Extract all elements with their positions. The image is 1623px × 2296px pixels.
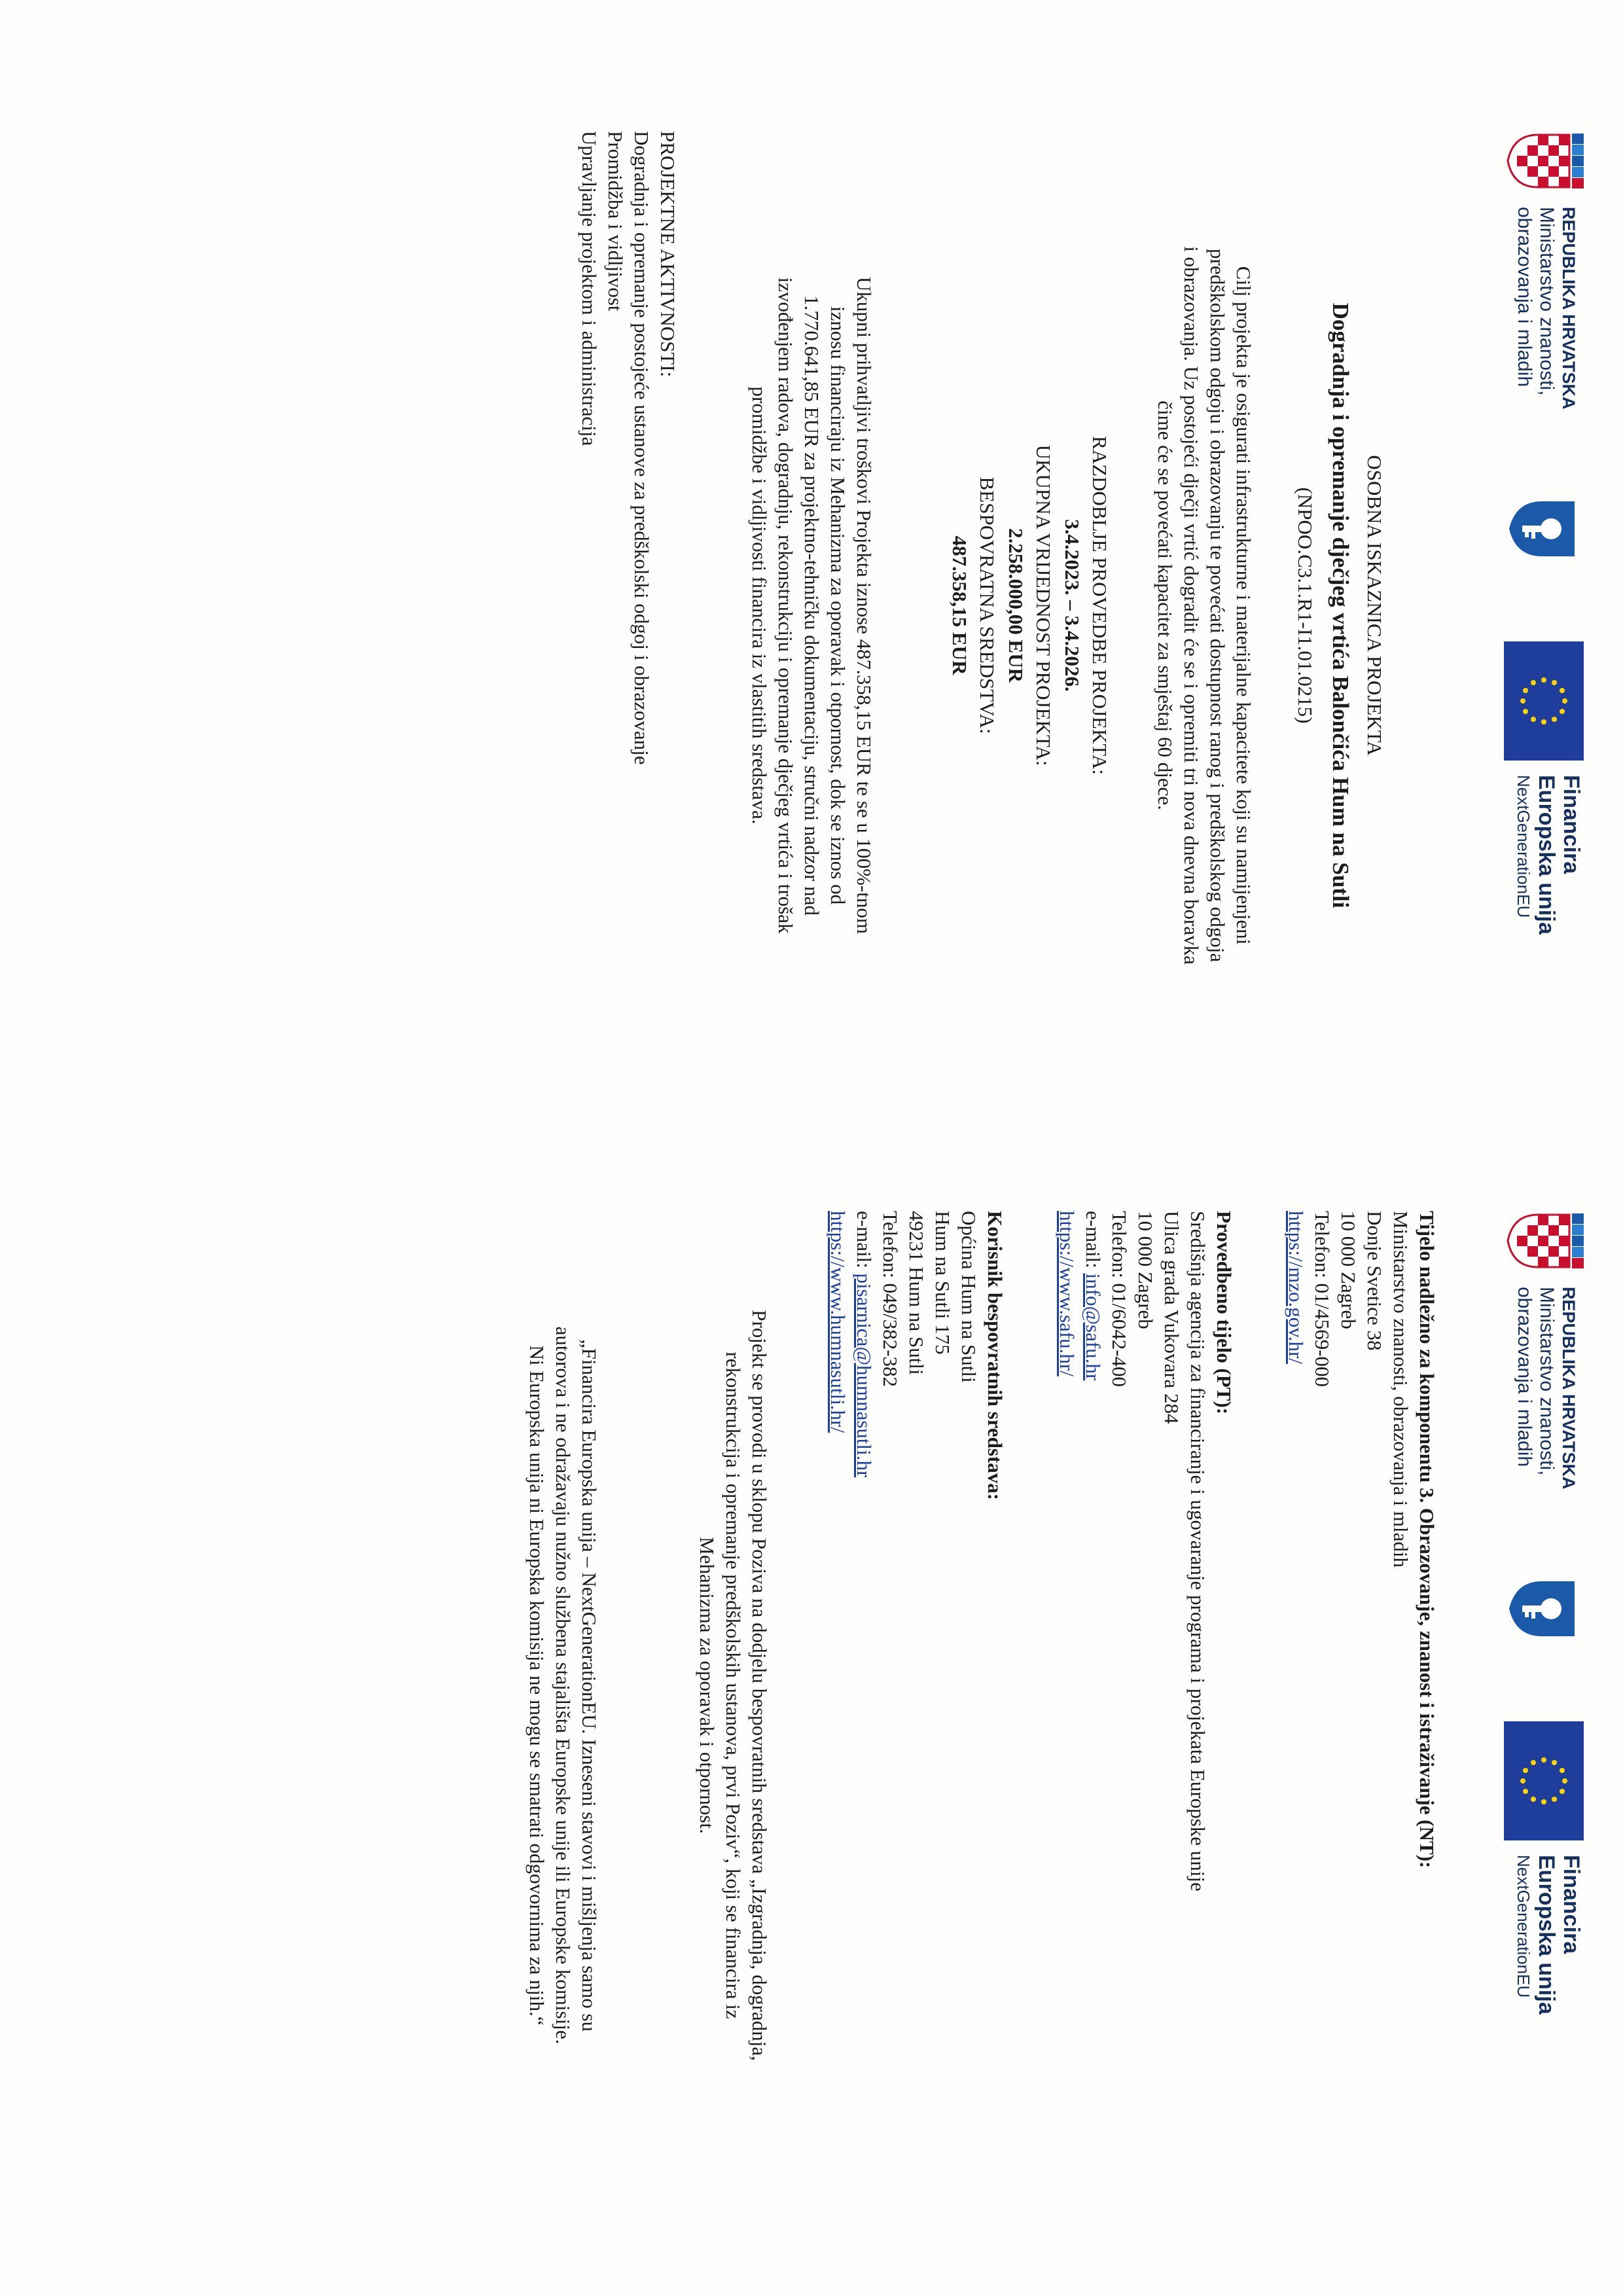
eu-flag-icon [1504, 641, 1584, 761]
eu-funding-label [1513, 775, 1584, 935]
croatian-coat-of-arms-icon [1507, 1211, 1584, 1271]
beneficiary-label: Korisnik bespovratnih sredstava: [984, 1211, 1007, 1501]
card-heading: OSOBNA ISKAZNICA PROJEKTA [1363, 455, 1386, 756]
costs-line: 1.770.641,85 EUR za projektno-tehničku dokumentaciju, stručni nadzor nad [800, 295, 823, 916]
ministry-line-1: REPUBLIKA HRVATSKA [1559, 1287, 1578, 1490]
total-label: UKUPNA VRIJEDNOST PROJEKTA: [1032, 444, 1055, 766]
beneficiary-email-link[interactable]: pisarnica@humnasutli.hr [853, 1273, 876, 1478]
pt-section [1054, 1211, 1237, 2160]
costs-line: izvođenjem radova, dogradnju, rekonstrukciju i opremanje dječjeg vrtića i trošak [774, 277, 797, 934]
eu-funding-label [1513, 1855, 1584, 2015]
goal-line: i obrazovanja. Uz postojeći dječji vrtić dogradit će se i opremiti tri nova dnevna boravka [1180, 246, 1203, 965]
goal-line: predškolskom odgoju i obrazovanju te povećati dostupnost ranog i predškolskog odgoja [1206, 249, 1229, 962]
project-id-panel [262, 131, 1623, 1080]
pt-line: Ulica grada Vukovara 284 [1160, 1211, 1183, 1424]
pt-email-prefix: e-mail: [1082, 1211, 1105, 1274]
beneficiary-section [825, 1211, 1008, 2160]
activities-label: PROJEKTNE AKTIVNOSTI: [656, 131, 679, 378]
eu-line-3: NextGenerationEU [1514, 775, 1533, 918]
beneficiary-line: 49231 Hum na Sutli [905, 1211, 928, 1375]
logo-row [1466, 131, 1584, 1080]
pt-line: Telefon: 01/6042-400 [1108, 1211, 1131, 1388]
costs-line: promidžbe i vidljivosti financira iz vlastitih sredstava. [748, 386, 771, 825]
grant-label: BESPOVRATNA SREDSTVA: [976, 476, 999, 734]
costs-line: Ukupni prihvatljivi troškovi Projekta iznose 487.358,15 EUR te se u 100%-tnom [853, 277, 876, 934]
period-label: RAZDOBLJE PROVEDBE PROJEKTA: [1088, 436, 1111, 775]
eu-flag-icon [1504, 1721, 1584, 1840]
leaflet-sheet [262, 131, 1623, 2160]
ministry-name [1513, 207, 1580, 410]
project-activities [576, 131, 681, 1080]
call-line: Projekt se provodi u sklopu Poziva na dodjelu bespovratnih sredstava „Izgradnja, dogradnja, [748, 1310, 771, 2061]
beneficiary-line: Općina Hum na Sutli [957, 1211, 980, 1383]
beneficiary-email-prefix: e-mail: [853, 1211, 876, 1274]
croatian-coat-of-arms-icon [1507, 131, 1584, 191]
call-line: rekonstrukcija i opremanje predškolskih ustanova, prvi Poziv“, koji se financira iz [722, 1352, 745, 2019]
nt-line: Donje Svetice 38 [1363, 1211, 1386, 1351]
disclaimer-line: „Financira Europska unija – NextGenerationEU. Izneseni stavovi i mišljenja samo su [578, 1338, 601, 2032]
nt-line: Telefon: 01/4569-000 [1311, 1211, 1334, 1388]
goal-line: Cilj projekta je osigurati infrastrukturne i materijalne kapacitete koji su namijenjeni [1232, 266, 1255, 945]
nt-line: 10 000 Zagreb [1337, 1211, 1360, 1329]
project-code: (NPOO.C3.1.R1-I1.01.0215) [1294, 487, 1317, 724]
project-title: Dogradnja i opremanje dječjeg vrtića Balončića Hum na Sutli [1328, 302, 1353, 908]
eu-line-1: Financira [1559, 1855, 1584, 1954]
ministry-name [1513, 1287, 1580, 1490]
call-line: Mehanizma za oporavak i otpornost. [696, 1537, 719, 1834]
pt-line: 10 000 Zagreb [1134, 1211, 1157, 1329]
ministry-line-1: REPUBLIKA HRVATSKA [1559, 207, 1578, 410]
pt-email-link[interactable]: info@safu.hr [1082, 1273, 1105, 1381]
call-text [694, 1211, 772, 2160]
contacts-panel [262, 1211, 1623, 2160]
eu-line-2: Europska unija [1534, 775, 1559, 935]
nt-label: Tijelo nadležno za komponentu 3. Obrazovanje, znanost i istraživanje (NT): [1416, 1211, 1438, 1869]
project-goal [1152, 131, 1257, 1080]
grant-value: 487.358,15 EUR [948, 535, 971, 675]
disclaimer-line: autorova i ne odražavaju nužno službena stajališta Europske unije ili Europske komisije. [552, 1326, 575, 2045]
pt-label: Provedbeno tijelo (PT): [1213, 1211, 1236, 1415]
ministry-line-3: obrazovanja i mladih [1514, 207, 1535, 387]
disclaimer-line: Ni Europska unija ni Europska komisija ne mogu se smatrati odgovornima za njih.“ [526, 1345, 548, 2026]
eu-line-3: NextGenerationEU [1514, 1855, 1533, 1998]
ministry-line-2: Ministarstvo znanosti, [1536, 1287, 1558, 1476]
eu-line-1: Financira [1559, 775, 1584, 874]
pt-website-link[interactable]: https://www.safu.hr/ [1056, 1211, 1079, 1376]
ministry-line-3: obrazovanja i mladih [1514, 1287, 1535, 1467]
costs-line: iznosu financiraju iz Mehanizma za oporavak i otpornost, dok se iznos od [827, 306, 849, 905]
nt-section [1283, 1211, 1440, 2160]
total-value: 2.258.000,00 EUR [1005, 528, 1027, 683]
pt-line: Središnja agencija za financiranje i ugovaranje programa i projekata Europske unije [1186, 1211, 1209, 1892]
period-value: 3.4.2023. – 3.4.2026. [1061, 519, 1084, 692]
beneficiary-line: Telefon: 049/382-382 [879, 1211, 902, 1388]
goal-line: čime će se povećati kapacitet za smještaj 60 djece. [1154, 401, 1177, 810]
npoo-key-shield-icon [1507, 1577, 1577, 1640]
eu-line-2: Europska unija [1534, 1855, 1559, 2015]
logo-row [1466, 1211, 1584, 2160]
nt-website-link[interactable]: https://mzo.gov.hr/ [1285, 1211, 1308, 1364]
activity-item: Dogradnja i opremanje postojeće ustanove za predškolski odgoj i obrazovanje [630, 131, 653, 765]
beneficiary-website-link[interactable]: https://www.humnasutli.hr/ [827, 1211, 849, 1433]
eu-disclaimer [524, 1211, 602, 2160]
nt-line: Ministarstvo znanosti, obrazovanja i mladih [1389, 1211, 1412, 1568]
activity-item: Upravljanje projektom i administracija [578, 131, 601, 446]
costs-text [746, 131, 877, 1080]
npoo-key-shield-icon [1507, 497, 1577, 560]
activity-item: Promidžba i vidljivost [604, 131, 627, 312]
ministry-line-2: Ministarstvo znanosti, [1536, 207, 1558, 396]
beneficiary-line: Hum na Sutli 175 [931, 1211, 954, 1355]
